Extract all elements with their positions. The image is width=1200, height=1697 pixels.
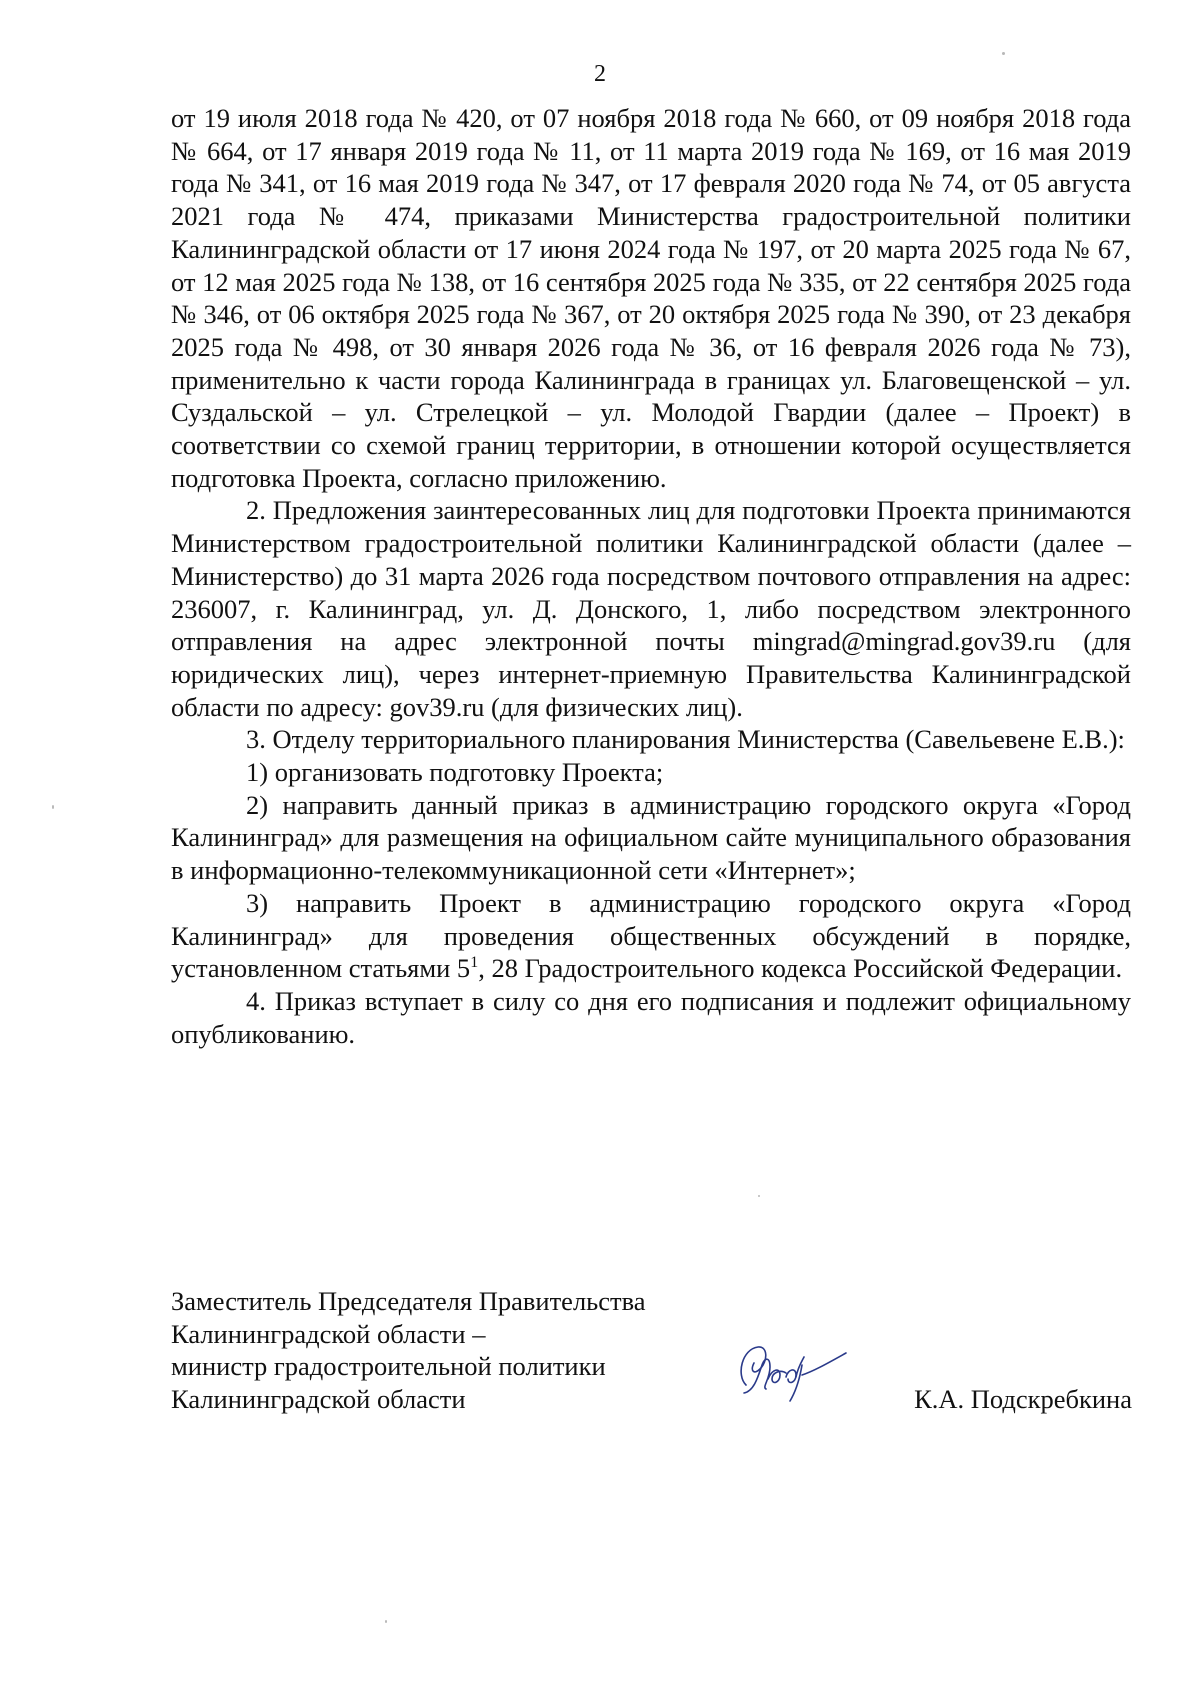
paragraph-3-item-3-text: 3) направить Проект в администрацию городского округа «Город Калининград» для проведения общественных обсуждений в порядке, установленном статьями 5 (171, 887, 1131, 984)
article-superscript: 1 (470, 954, 479, 972)
page-number: 2 (594, 61, 606, 87)
paragraph-1-continuation: от 19 июля 2018 года № 420, от 07 ноября 2018 года № 660, от 09 ноября 2018 года № 664, от 17 января 2019 года № 11, от 11 марта 2019 года № 169, от 16 мая 2019 года № 341, от 16 мая 2019 года № 347, от 17 февраля 2020 года № 74, от 05 августа 2021 года № 474, приказами Министерства градостроительной политики Калининградской области от 17 июня 2024 года № 197, от 20 марта 2025 года № 67, от 12 мая 2025 года № 138, от 16 сентября 2025 года № 335, от 22 сентября 2025 года № 346, от 06 октября 2025 года № 367, от 20 октября 2025 года № 390, от 23 декабря 2025 года № 498, от 30 января 2026 года № 36, от 16 февраля 2026 года № 73), применительно к части города Калининграда в границах ул. Благовещенской – ул. Суздальской – ул. Стрелецкой – ул. Молодой Гвардии (далее – Проект) в соответствии со схемой границ территории, в отношении которой осуществляется подготовка Проекта, согласно приложению. (171, 103, 1131, 493)
signer-position-line: Калининградской области – (171, 1318, 486, 1349)
scan-speck (1002, 52, 1005, 55)
paragraph-3-item-3 (171, 887, 1131, 985)
scan-speck (758, 1195, 760, 1197)
scan-speck (52, 805, 54, 809)
paragraph-3-department: 3. Отделу территориального планирования Министерства (Савельевене Е.В.): (246, 724, 1125, 755)
paragraph-2-proposals: 2. Предложения заинтересованных лиц для подготовки Проекта принимаются Министерством градостроительной политики Калининградской области (далее – Министерство) до 31 марта 2026 года посредством почтового отправления на адрес: 236007, г. Калининград, ул. Д. Донского, 1, либо посредством электронного отправления на адрес электронной почты mingrad@mingrad.gov39.ru (для юридических лиц), через интернет-приемную Правительства Калининградской области по адресу: gov39.ru (для физических лиц). (171, 495, 1131, 722)
signer-position-line: Калининградской области (171, 1384, 466, 1415)
signer-position-line: министр градостроительной политики (171, 1351, 606, 1382)
handwritten-signature (732, 1335, 852, 1407)
scan-speck (385, 1620, 387, 1623)
paragraph-3-item-2: 2) направить данный приказ в администрацию городского округа «Город Калининград» для размещения на официальном сайте муниципального образования в информационно-телекоммуникационной сети «Интернет»; (171, 789, 1131, 886)
document-body (171, 102, 1131, 1050)
paragraph-3-item-1: 1) организовать подготовку Проекта; (246, 757, 664, 788)
signer-name: К.А. Подскребкина (914, 1384, 1132, 1414)
paragraph-4-entry-into-force: 4. Приказ вступает в силу со дня его подписания и подлежит официальному опубликованию. (171, 985, 1131, 1049)
signer-position (171, 1285, 646, 1416)
signer-position-line: Заместитель Председателя Правительства (171, 1286, 646, 1316)
paragraph-3-item-3-text-end: , 28 Градостроительного кодекса Российской Федерации. (478, 953, 1123, 984)
